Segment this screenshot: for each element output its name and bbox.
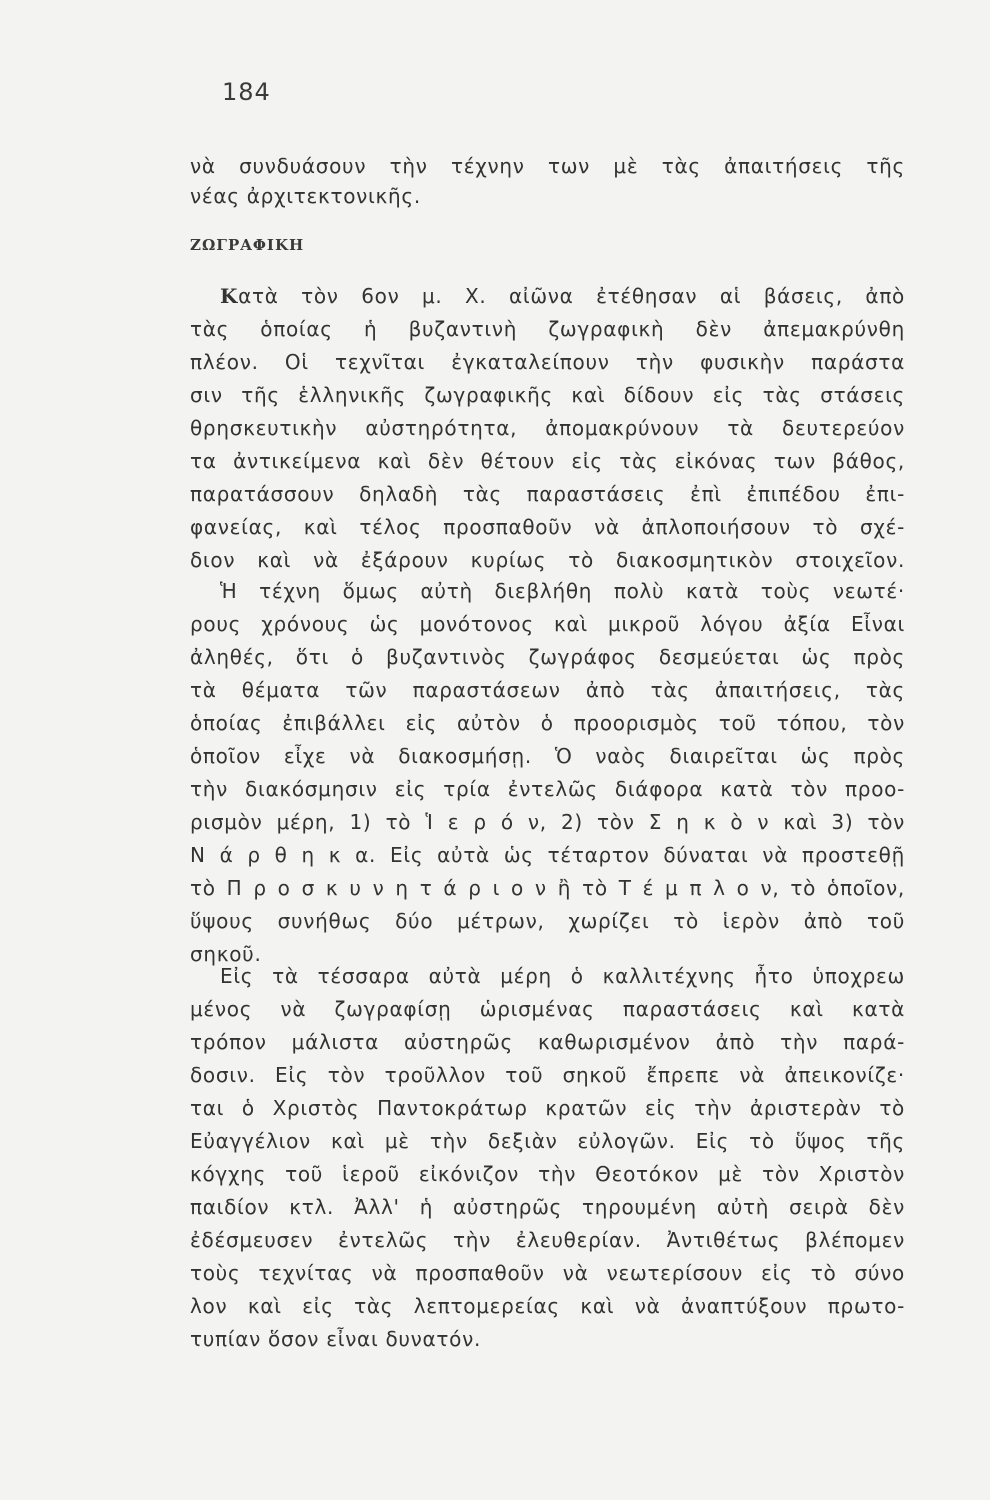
text-line: τυπίαν ὅσον εἶναι δυνατόν. (190, 1327, 482, 1351)
text-line: ρισμὸν μέρη, 1) τὸ Ἱ ε ρ ό ν, 2) τὸν Σ η κ ὸ ν καὶ 3) τὸν (190, 810, 905, 834)
text-line: νὰ συνδυάσουν τὴν τέχνην των μὲ τὰς ἀπαιτήσεις τῆς (190, 154, 905, 178)
section-title: ΖΩΓΡΑΦΙΚΗ (190, 236, 305, 254)
text-line: τὰς ὁποίας ἡ βυζαντινὴ ζωγραφικὴ δὲν ἀπεμακρύνθη (190, 317, 905, 341)
text-line: σιν τῆς ἑλληνικῆς ζωγραφικῆς καὶ δίδουν εἰς τὰς στάσεις (190, 383, 905, 407)
page-number: 184 (222, 78, 271, 106)
text-line: ὁποίας ἐπιβάλλει εἰς αὐτὸν ὁ προορισμὸς τοῦ τόπου, τὸν (190, 711, 905, 735)
text-line: παρατάσσουν δηλαδὴ τὰς παραστάσεις ἐπὶ ἐπιπέδου ἐπι- (190, 482, 905, 506)
text-line: Εὐαγγέλιον καὶ μὲ τὴν δεξιὰν εὐλογῶν. Εἰς τὸ ὕψος τῆς (190, 1129, 905, 1153)
text-line: δοσιν. Εἰς τὸν τροῦλλον τοῦ σηκοῦ ἔπρεπε νὰ ἀπεικονίζε· (190, 1063, 905, 1087)
text-line: τὴν διακόσμησιν εἰς τρία ἐντελῶς διάφορα κατὰ τὸν προο- (190, 777, 905, 801)
text-line: ἐδέσμευσεν ἐντελῶς τὴν ἐλευθερίαν. Ἀντιθέτως βλέπομεν (190, 1228, 905, 1252)
text-line: πλέον. Οἱ τεχνῖται ἐγκαταλείπουν τὴν φυσικὴν παράστα (190, 350, 905, 374)
text-line: ἀληθές, ὅτι ὁ βυζαντινὸς ζωγράφος δεσμεύεται ὡς πρὸς (190, 645, 905, 669)
text-line: ὁποῖον εἶχε νὰ διακοσμήσῃ. Ὁ ναὸς διαιρεῖται ὡς πρὸς (190, 744, 905, 768)
first-line-text: ατὰ τὸν 6ον μ. Χ. αἰῶνα ἐτέθησαν αἱ βάσεις, ἀπὸ (238, 284, 905, 308)
text-line: Εἰς τὰ τέσσαρα αὐτὰ μέρη ὁ καλλιτέχνης ἦτο ὑποχρεω (220, 964, 905, 988)
text-line: Ν ά ρ θ η κ α. Εἰς αὐτὰ ὡς τέταρτον δύναται νὰ προστεθῇ (190, 843, 905, 867)
text-line: τοὺς τεχνίτας νὰ προσπαθοῦν νὰ νεωτερίσουν εἰς τὸ σύνο (190, 1261, 905, 1285)
text-line: λον καὶ εἰς τὰς λεπτομερείας καὶ νὰ ἀναπτύξουν πρωτο- (190, 1294, 905, 1318)
text-line: ται ὁ Χριστὸς Παντοκράτωρ κρατῶν εἰς τὴν ἀριστερὰν τὸ (190, 1096, 905, 1120)
text-line: ὕψους συνήθως δύο μέτρων, χωρίζει τὸ ἱερὸν ἀπὸ τοῦ (190, 909, 905, 933)
text-line: σηκοῦ. (190, 942, 262, 966)
text-line: νέας ἀρχιτεκτονικῆς. (190, 184, 421, 208)
text-line: διον καὶ νὰ ἐξάρουν κυρίως τὸ διακοσμητικὸν στοιχεῖον. (190, 548, 905, 572)
text-line: φανείας, καὶ τέλος προσπαθοῦν νὰ ἀπλοποιήσουν τὸ σχέ- (190, 515, 905, 539)
text-line: τα ἀντικείμενα καὶ δὲν θέτουν εἰς τὰς εἰκόνας των βάθος, (190, 449, 905, 473)
text-line: Ἡ τέχνη ὅμως αὐτὴ διεβλήθη πολὺ κατὰ τοὺς νεωτέ· (220, 579, 905, 603)
text-line: ρους χρόνους ὡς μονότονος καὶ μικροῦ λόγου ἀξία Εἶναι (190, 612, 905, 636)
text-line: τὰ θέματα τῶν παραστάσεων ἀπὸ τὰς ἀπαιτήσεις, τὰς (190, 678, 905, 702)
text-line: παιδίον κτλ. Ἀλλ' ἡ αὐστηρῶς τηρουμένη αὐτὴ σειρὰ δὲν (190, 1195, 905, 1219)
text-line: μένος νὰ ζωγραφίσῃ ὡρισμένας παραστάσεις καὶ κατὰ (190, 997, 905, 1021)
text-line: θρησκευτικὴν αὐστηρότητα, ἀπομακρύνουν τὰ δευτερεύον (190, 416, 905, 440)
text-line: τὸ Π ρ ο σ κ υ ν η τ ά ρ ι ο ν ἢ τὸ Τ έ μ π λ ο ν, τὸ ὁποῖον, (190, 876, 905, 900)
text-line (220, 280, 905, 312)
text-line: τρόπον μάλιστα αὐστηρῶς καθωρισμένον ἀπὸ τὴν παρά- (190, 1030, 905, 1054)
initial-letter: Κ (220, 284, 239, 308)
text-line: κόγχης τοῦ ἱεροῦ εἰκόνιζον τὴν Θεοτόκον μὲ τὸν Χριστὸν (190, 1162, 905, 1186)
